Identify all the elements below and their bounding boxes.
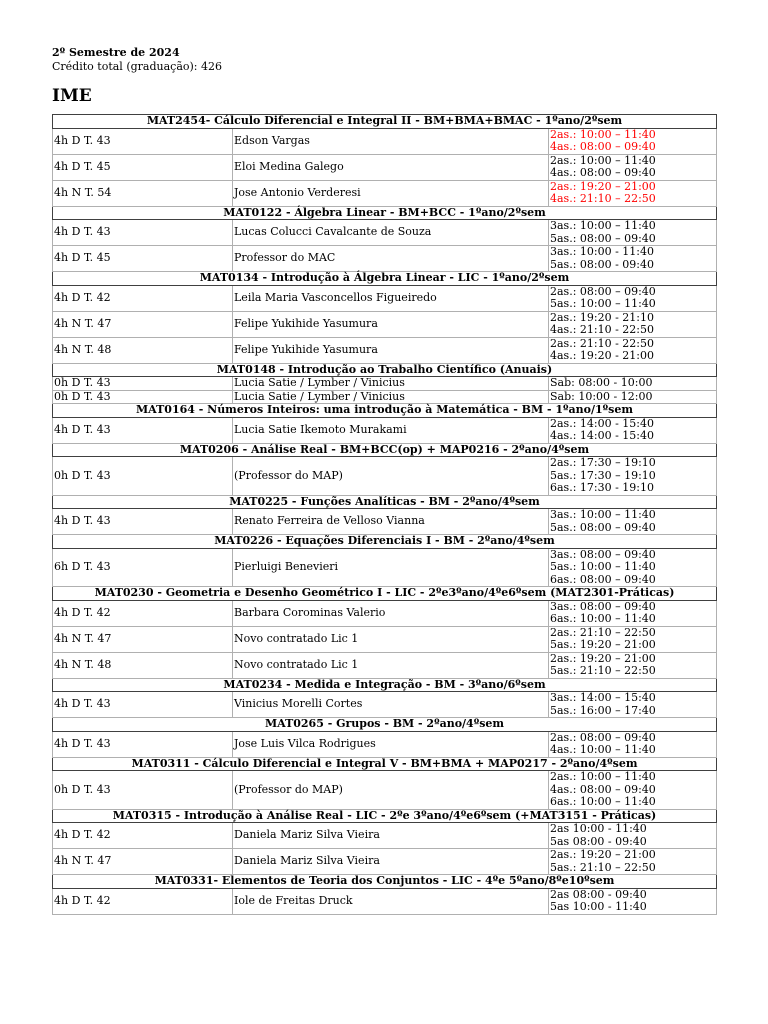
course-header-row bbox=[53, 678, 717, 692]
class-code: 4h N T. 54 bbox=[53, 180, 233, 206]
section-row bbox=[53, 154, 717, 180]
schedule-times: 2as.: 21:10 - 22:50 4as.: 19:20 - 21:00 bbox=[549, 337, 717, 363]
course-header-row bbox=[53, 875, 717, 889]
instructor-name: Iole de Freitas Druck bbox=[233, 888, 549, 914]
course-header-row bbox=[53, 115, 717, 129]
class-code: 4h D T. 42 bbox=[53, 823, 233, 849]
section-row bbox=[53, 652, 717, 678]
schedule-times: 2as.: 10:00 – 11:40 4as.: 08:00 – 09:40 6as.: 10:00 – 11:40 bbox=[549, 771, 717, 810]
schedule-times: 2as.: 19:20 – 21:00 4as.: 21:10 – 22:50 bbox=[549, 180, 717, 206]
instructor-name: Daniela Mariz Silva Vieira bbox=[233, 823, 549, 849]
class-code: 4h D T. 43 bbox=[53, 128, 233, 154]
section-row bbox=[53, 731, 717, 757]
schedule-times: 2as.: 17:30 – 19:10 5as.: 17:30 – 19:10 6as.: 17:30 - 19:10 bbox=[549, 457, 717, 496]
class-code: 4h D T. 42 bbox=[53, 888, 233, 914]
section-row bbox=[53, 823, 717, 849]
schedule-times: 3as.: 10:00 – 11:40 5as.: 08:00 – 09:40 bbox=[549, 509, 717, 535]
schedule-times: 2as.: 08:00 – 09:40 5as.: 10:00 – 11:40 bbox=[549, 285, 717, 311]
course-header-row bbox=[53, 495, 717, 509]
course-title: MAT0315 - Introdução à Análise Real - LIC - 2ºe 3ºano/4ºe6ºsem (+MAT3151 - Práticas) bbox=[53, 809, 717, 823]
schedule-times: 2as.: 21:10 – 22:50 5as.: 19:20 – 21:00 bbox=[549, 626, 717, 652]
course-header-row bbox=[53, 757, 717, 771]
schedule-times: 2as 08:00 - 09:40 5as 10:00 - 11:40 bbox=[549, 888, 717, 914]
instructor-name: Vinicius Morelli Cortes bbox=[233, 692, 549, 718]
section-row bbox=[53, 509, 717, 535]
class-code: 0h D T. 43 bbox=[53, 457, 233, 496]
instructor-name: Pierluigi Benevieri bbox=[233, 548, 549, 587]
instructor-name: Professor do MAC bbox=[233, 246, 549, 272]
instructor-name: Lucia Satie Ikemoto Murakami bbox=[233, 417, 549, 443]
section-row bbox=[53, 246, 717, 272]
course-title: MAT0206 - Análise Real - BM+BCC(op) + MAP0216 - 2ºano/4ºsem bbox=[53, 443, 717, 457]
course-title: MAT0331- Elementos de Teoria dos Conjuntos - LIC - 4ºe 5ºano/8ºe10ºsem bbox=[53, 875, 717, 889]
schedule-times: 2as.: 19:20 – 21:00 5as.: 21:10 – 22:50 bbox=[549, 849, 717, 875]
instructor-name: Daniela Mariz Silva Vieira bbox=[233, 849, 549, 875]
course-title: MAT0122 - Álgebra Linear - BM+BCC - 1ºano/2ºsem bbox=[53, 206, 717, 220]
class-code: 4h D T. 43 bbox=[53, 692, 233, 718]
class-code: 4h N T. 47 bbox=[53, 849, 233, 875]
instructor-name: Novo contratado Lic 1 bbox=[233, 652, 549, 678]
course-title: MAT0311 - Cálculo Diferencial e Integral V - BM+BMA + MAP0217 - 2ºano/4ºsem bbox=[53, 757, 717, 771]
schedule-times: 2as.: 19:20 – 21:00 5as.: 21:10 – 22:50 bbox=[549, 652, 717, 678]
schedule-times: 2as.: 10:00 – 11:40 4as.: 08:00 – 09:40 bbox=[549, 154, 717, 180]
section-row bbox=[53, 180, 717, 206]
class-code: 0h D T. 43 bbox=[53, 771, 233, 810]
instructor-name: Eloi Medina Galego bbox=[233, 154, 549, 180]
schedule-times: 3as.: 10:00 – 11:40 5as.: 08:00 – 09:40 bbox=[549, 220, 717, 246]
section-row bbox=[53, 417, 717, 443]
course-header-row bbox=[53, 587, 717, 601]
class-code: 4h D T. 43 bbox=[53, 731, 233, 757]
section-row bbox=[53, 377, 717, 391]
instructor-name: (Professor do MAP) bbox=[233, 457, 549, 496]
class-code: 0h D T. 43 bbox=[53, 377, 233, 391]
course-title: MAT0265 - Grupos - BM - 2ºano/4ºsem bbox=[53, 718, 717, 732]
schedule-times: 2as.: 19:20 - 21:10 4as.: 21:10 - 22:50 bbox=[549, 311, 717, 337]
course-title: MAT0134 - Introdução à Álgebra Linear - LIC - 1ºano/2ºsem bbox=[53, 272, 717, 286]
section-row bbox=[53, 285, 717, 311]
schedule-times: 3as.: 10:00 - 11:40 5as.: 08:00 - 09:40 bbox=[549, 246, 717, 272]
section-row bbox=[53, 548, 717, 587]
instructor-name: (Professor do MAP) bbox=[233, 771, 549, 810]
course-title: MAT0230 - Geometria e Desenho Geométrico I - LIC - 2ºe3ºano/4ºe6ºsem (MAT2301-Práticas) bbox=[53, 587, 717, 601]
total-credits: Crédito total (graduação): 426 bbox=[52, 60, 222, 73]
schedule-times: Sab: 10:00 - 12:00 bbox=[549, 390, 717, 404]
course-title: MAT2454- Cálculo Diferencial e Integral II - BM+BMA+BMAC - 1ºano/2ºsem bbox=[53, 115, 717, 129]
section-row bbox=[53, 771, 717, 810]
schedule-times: 2as.: 08:00 – 09:40 4as.: 10:00 – 11:40 bbox=[549, 731, 717, 757]
instructor-name: Lucia Satie / Lymber / Vinicius bbox=[233, 377, 549, 391]
instructor-name: Lucas Colucci Cavalcante de Souza bbox=[233, 220, 549, 246]
course-header-row bbox=[53, 535, 717, 549]
course-header-row bbox=[53, 363, 717, 377]
course-header-row bbox=[53, 206, 717, 220]
section-row bbox=[53, 600, 717, 626]
instructor-name: Felipe Yukihide Yasumura bbox=[233, 311, 549, 337]
section-row bbox=[53, 337, 717, 363]
instructor-name: Renato Ferreira de Velloso Vianna bbox=[233, 509, 549, 535]
class-code: 4h N T. 48 bbox=[53, 652, 233, 678]
class-code: 4h D T. 45 bbox=[53, 246, 233, 272]
section-row bbox=[53, 888, 717, 914]
instructor-name: Felipe Yukihide Yasumura bbox=[233, 337, 549, 363]
section-row bbox=[53, 390, 717, 404]
course-header-row bbox=[53, 443, 717, 457]
course-header-row bbox=[53, 718, 717, 732]
class-code: 0h D T. 43 bbox=[53, 390, 233, 404]
section-row bbox=[53, 457, 717, 496]
instructor-name: Barbara Corominas Valerio bbox=[233, 600, 549, 626]
course-schedule-table bbox=[52, 114, 717, 915]
class-code: 4h D T. 45 bbox=[53, 154, 233, 180]
instructor-name: Jose Antonio Verderesi bbox=[233, 180, 549, 206]
schedule-page bbox=[52, 46, 716, 915]
schedule-times: 3as.: 08:00 – 09:40 6as.: 10:00 – 11:40 bbox=[549, 600, 717, 626]
class-code: 4h N T. 47 bbox=[53, 311, 233, 337]
course-title: MAT0234 - Medida e Integração - BM - 3ºano/6ºsem bbox=[53, 678, 717, 692]
instructor-name: Novo contratado Lic 1 bbox=[233, 626, 549, 652]
instructor-name: Lucia Satie / Lymber / Vinicius bbox=[233, 390, 549, 404]
section-row bbox=[53, 692, 717, 718]
course-header-row bbox=[53, 404, 717, 418]
class-code: 6h D T. 43 bbox=[53, 548, 233, 587]
class-code: 4h N T. 47 bbox=[53, 626, 233, 652]
class-code: 4h N T. 48 bbox=[53, 337, 233, 363]
section-row bbox=[53, 220, 717, 246]
semester-title: 2º Semestre de 2024 bbox=[52, 46, 180, 59]
instructor-name: Jose Luis Vilca Rodrigues bbox=[233, 731, 549, 757]
schedule-times: 2as 10:00 - 11:40 5as 08:00 - 09:40 bbox=[549, 823, 717, 849]
section-row bbox=[53, 311, 717, 337]
schedule-times: 2as.: 14:00 - 15:40 4as.: 14:00 - 15:40 bbox=[549, 417, 717, 443]
class-code: 4h D T. 42 bbox=[53, 285, 233, 311]
course-title: MAT0225 - Funções Analíticas - BM - 2ºano/4ºsem bbox=[53, 495, 717, 509]
course-title: MAT0164 - Números Inteiros: uma introdução à Matemática - BM - 1ºano/1ºsem bbox=[53, 404, 717, 418]
class-code: 4h D T. 43 bbox=[53, 509, 233, 535]
instructor-name: Leila Maria Vasconcellos Figueiredo bbox=[233, 285, 549, 311]
institute-heading: IME bbox=[52, 86, 92, 106]
schedule-times: Sab: 08:00 - 10:00 bbox=[549, 377, 717, 391]
section-row bbox=[53, 128, 717, 154]
course-title: MAT0148 - Introdução ao Trabalho Científico (Anuais) bbox=[53, 363, 717, 377]
section-row bbox=[53, 849, 717, 875]
section-row bbox=[53, 626, 717, 652]
course-header-row bbox=[53, 272, 717, 286]
schedule-times: 2as.: 10:00 – 11:40 4as.: 08:00 – 09:40 bbox=[549, 128, 717, 154]
class-code: 4h D T. 43 bbox=[53, 417, 233, 443]
class-code: 4h D T. 43 bbox=[53, 220, 233, 246]
schedule-times: 3as.: 08:00 – 09:40 5as.: 10:00 – 11:40 6as.: 08:00 – 09:40 bbox=[549, 548, 717, 587]
class-code: 4h D T. 42 bbox=[53, 600, 233, 626]
instructor-name: Edson Vargas bbox=[233, 128, 549, 154]
course-title: MAT0226 - Equações Diferenciais I - BM - 2ºano/4ºsem bbox=[53, 535, 717, 549]
schedule-times: 3as.: 14:00 – 15:40 5as.: 16:00 – 17:40 bbox=[549, 692, 717, 718]
course-header-row bbox=[53, 809, 717, 823]
